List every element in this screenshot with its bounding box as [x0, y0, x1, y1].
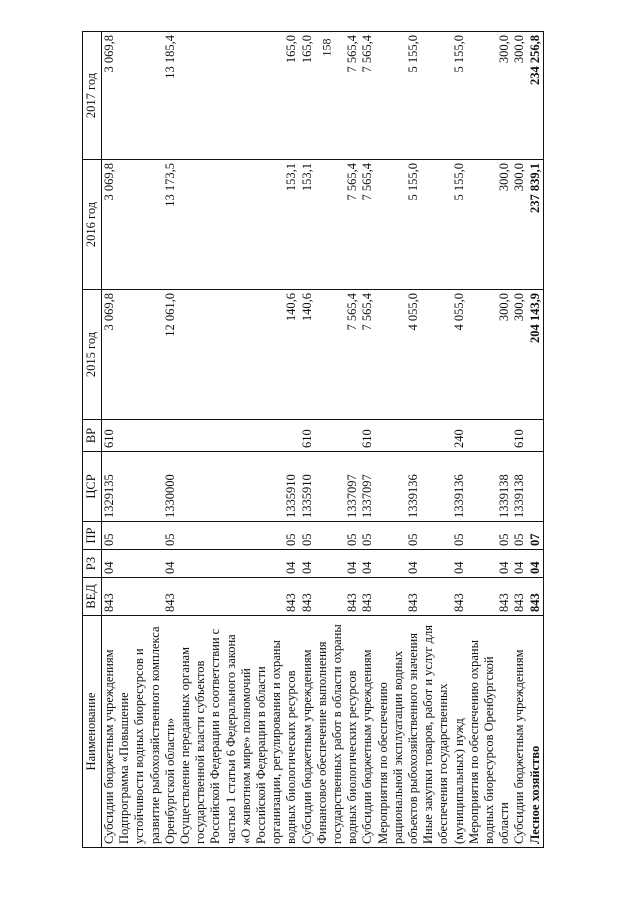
cell-pr: 05 [300, 522, 315, 550]
cell-ved: 843 [528, 578, 544, 616]
cell-name: Лесное хозяйство [528, 616, 544, 848]
table-row [421, 32, 467, 848]
cell-ved: 843 [178, 578, 300, 616]
cell-rz: 04 [117, 550, 178, 578]
cell-2016: 3 069,8 [102, 160, 118, 290]
cell-2016: 7 565,4 [360, 160, 375, 290]
cell-vr [528, 420, 544, 452]
cell-pr: 05 [360, 522, 375, 550]
table-row [117, 32, 178, 848]
cell-pr: 05 [421, 522, 467, 550]
cell-pr: 05 [467, 522, 513, 550]
cell-pr: 05 [117, 522, 178, 550]
cell-2015: 3 069,8 [102, 290, 118, 420]
header-vr: ВР [83, 420, 102, 452]
cell-pr: 07 [528, 522, 544, 550]
cell-2015: 140,6 [178, 290, 300, 420]
cell-2016: 300,0 [467, 160, 513, 290]
cell-vr [376, 420, 422, 452]
cell-2015: 4 055,0 [376, 290, 422, 420]
cell-vr: 240 [421, 420, 467, 452]
cell-name: Финансовое обеспечение выполнения государственных работ в области охраны водных биологических ресурсов [315, 616, 361, 848]
cell-name: Мероприятия по обеспечению рациональной эксплуатации водных объектов рыбохозяйственного значения [376, 616, 422, 848]
rotated-page [82, 32, 612, 848]
cell-csr: 1330000 [117, 452, 178, 522]
cell-2015: 12 061,0 [117, 290, 178, 420]
cell-2016: 153,1 [300, 160, 315, 290]
cell-2017: 7 565,4 [360, 32, 375, 160]
cell-csr: 1339138 [467, 452, 513, 522]
cell-rz: 04 [376, 550, 422, 578]
cell-vr: 610 [360, 420, 375, 452]
cell-2016: 7 565,4 [315, 160, 361, 290]
cell-name: Субсидии бюджетным учреждениям [360, 616, 375, 848]
cell-2016: 5 155,0 [421, 160, 467, 290]
cell-2017: 165,0 [300, 32, 315, 160]
cell-vr [178, 420, 300, 452]
cell-2016: 300,0 [512, 160, 527, 290]
cell-2017: 234 256,8 [528, 32, 544, 160]
cell-csr: 1335910 [178, 452, 300, 522]
table-row [376, 32, 422, 848]
cell-2016: 153,1 [178, 160, 300, 290]
cell-csr: 1337097 [315, 452, 361, 522]
table-row [315, 32, 361, 848]
table-row [467, 32, 513, 848]
cell-rz: 04 [315, 550, 361, 578]
cell-2015: 4 055,0 [421, 290, 467, 420]
table-row [102, 32, 118, 848]
cell-2015: 300,0 [512, 290, 527, 420]
header-2015: 2015 год [83, 290, 102, 420]
cell-pr: 05 [102, 522, 118, 550]
cell-2017: 300,0 [467, 32, 513, 160]
cell-name: Мероприятия по обеспечению охраны водных биоресурсов Оренбургской области [467, 616, 513, 848]
cell-rz: 04 [512, 550, 527, 578]
table-body [102, 32, 544, 848]
budget-table [82, 31, 544, 848]
cell-2017: 165,0 [178, 32, 300, 160]
cell-rz: 04 [102, 550, 118, 578]
page-number: 158 [319, 38, 334, 57]
cell-csr: 1335910 [300, 452, 315, 522]
cell-2017: 5 155,0 [376, 32, 422, 160]
cell-csr: 1339136 [421, 452, 467, 522]
table-row [178, 32, 300, 848]
cell-2016: 13 173,5 [117, 160, 178, 290]
cell-csr [528, 452, 544, 522]
cell-name: Осуществление переданных органам государственной власти субъектов Российской Федерации в соответствии с частью 1 статьи 6 Федерального закона «О животном мире» полномочий Российской Федерации в области организации, регулирования и охраны водных биологических ресурсов [178, 616, 300, 848]
cell-rz: 04 [467, 550, 513, 578]
header-csr: ЦСР [83, 452, 102, 522]
cell-ved: 843 [102, 578, 118, 616]
cell-2017: 13 185,4 [117, 32, 178, 160]
cell-rz: 04 [360, 550, 375, 578]
header-name: Наименование [83, 616, 102, 848]
cell-2017: 7 565,4 [315, 32, 361, 160]
table-row [360, 32, 375, 848]
table-row [300, 32, 315, 848]
cell-csr: 1339136 [376, 452, 422, 522]
cell-2017: 3 069,8 [102, 32, 118, 160]
cell-csr: 1329135 [102, 452, 118, 522]
cell-ved: 843 [376, 578, 422, 616]
cell-rz: 04 [528, 550, 544, 578]
cell-vr: 610 [512, 420, 527, 452]
cell-pr: 05 [512, 522, 527, 550]
cell-pr: 05 [178, 522, 300, 550]
cell-2015: 300,0 [467, 290, 513, 420]
header-2016: 2016 год [83, 160, 102, 290]
cell-2015: 7 565,4 [360, 290, 375, 420]
table-row [512, 32, 527, 848]
header-ved: ВЕД [83, 578, 102, 616]
cell-2015: 140,6 [300, 290, 315, 420]
cell-ved: 843 [360, 578, 375, 616]
header-pr: ПР [83, 522, 102, 550]
cell-name: Иные закупки товаров, работ и услуг для обеспечения государственных (муниципальных) нужд [421, 616, 467, 848]
cell-rz: 04 [421, 550, 467, 578]
header-2017: 2017 год [83, 32, 102, 160]
cell-ved: 843 [300, 578, 315, 616]
cell-pr: 05 [376, 522, 422, 550]
cell-ved: 843 [315, 578, 361, 616]
cell-2015: 204 143,9 [528, 290, 544, 420]
table-row [528, 32, 544, 848]
cell-csr: 1339138 [512, 452, 527, 522]
cell-pr: 05 [315, 522, 361, 550]
cell-rz: 04 [300, 550, 315, 578]
cell-name: Субсидии бюджетным учреждениям [512, 616, 527, 848]
cell-ved: 843 [421, 578, 467, 616]
cell-vr [315, 420, 361, 452]
cell-2017: 300,0 [512, 32, 527, 160]
cell-vr [117, 420, 178, 452]
cell-2016: 237 839,1 [528, 160, 544, 290]
table-header-row [83, 32, 102, 848]
cell-2017: 5 155,0 [421, 32, 467, 160]
cell-vr: 610 [102, 420, 118, 452]
cell-name: Субсидии бюджетным учреждениям [300, 616, 315, 848]
cell-rz: 04 [178, 550, 300, 578]
cell-name: Подпрограмма «Повышение устойчивости водных биоресурсов и развитие рыбохозяйственного комплекса Оренбургской области» [117, 616, 178, 848]
cell-ved: 843 [512, 578, 527, 616]
cell-name: Субсидии бюджетным учреждениям [102, 616, 118, 848]
cell-vr: 610 [300, 420, 315, 452]
cell-csr: 1337097 [360, 452, 375, 522]
cell-2015: 7 565,4 [315, 290, 361, 420]
cell-2016: 5 155,0 [376, 160, 422, 290]
header-rz: РЗ [83, 550, 102, 578]
cell-vr [467, 420, 513, 452]
cell-ved: 843 [117, 578, 178, 616]
cell-ved: 843 [467, 578, 513, 616]
